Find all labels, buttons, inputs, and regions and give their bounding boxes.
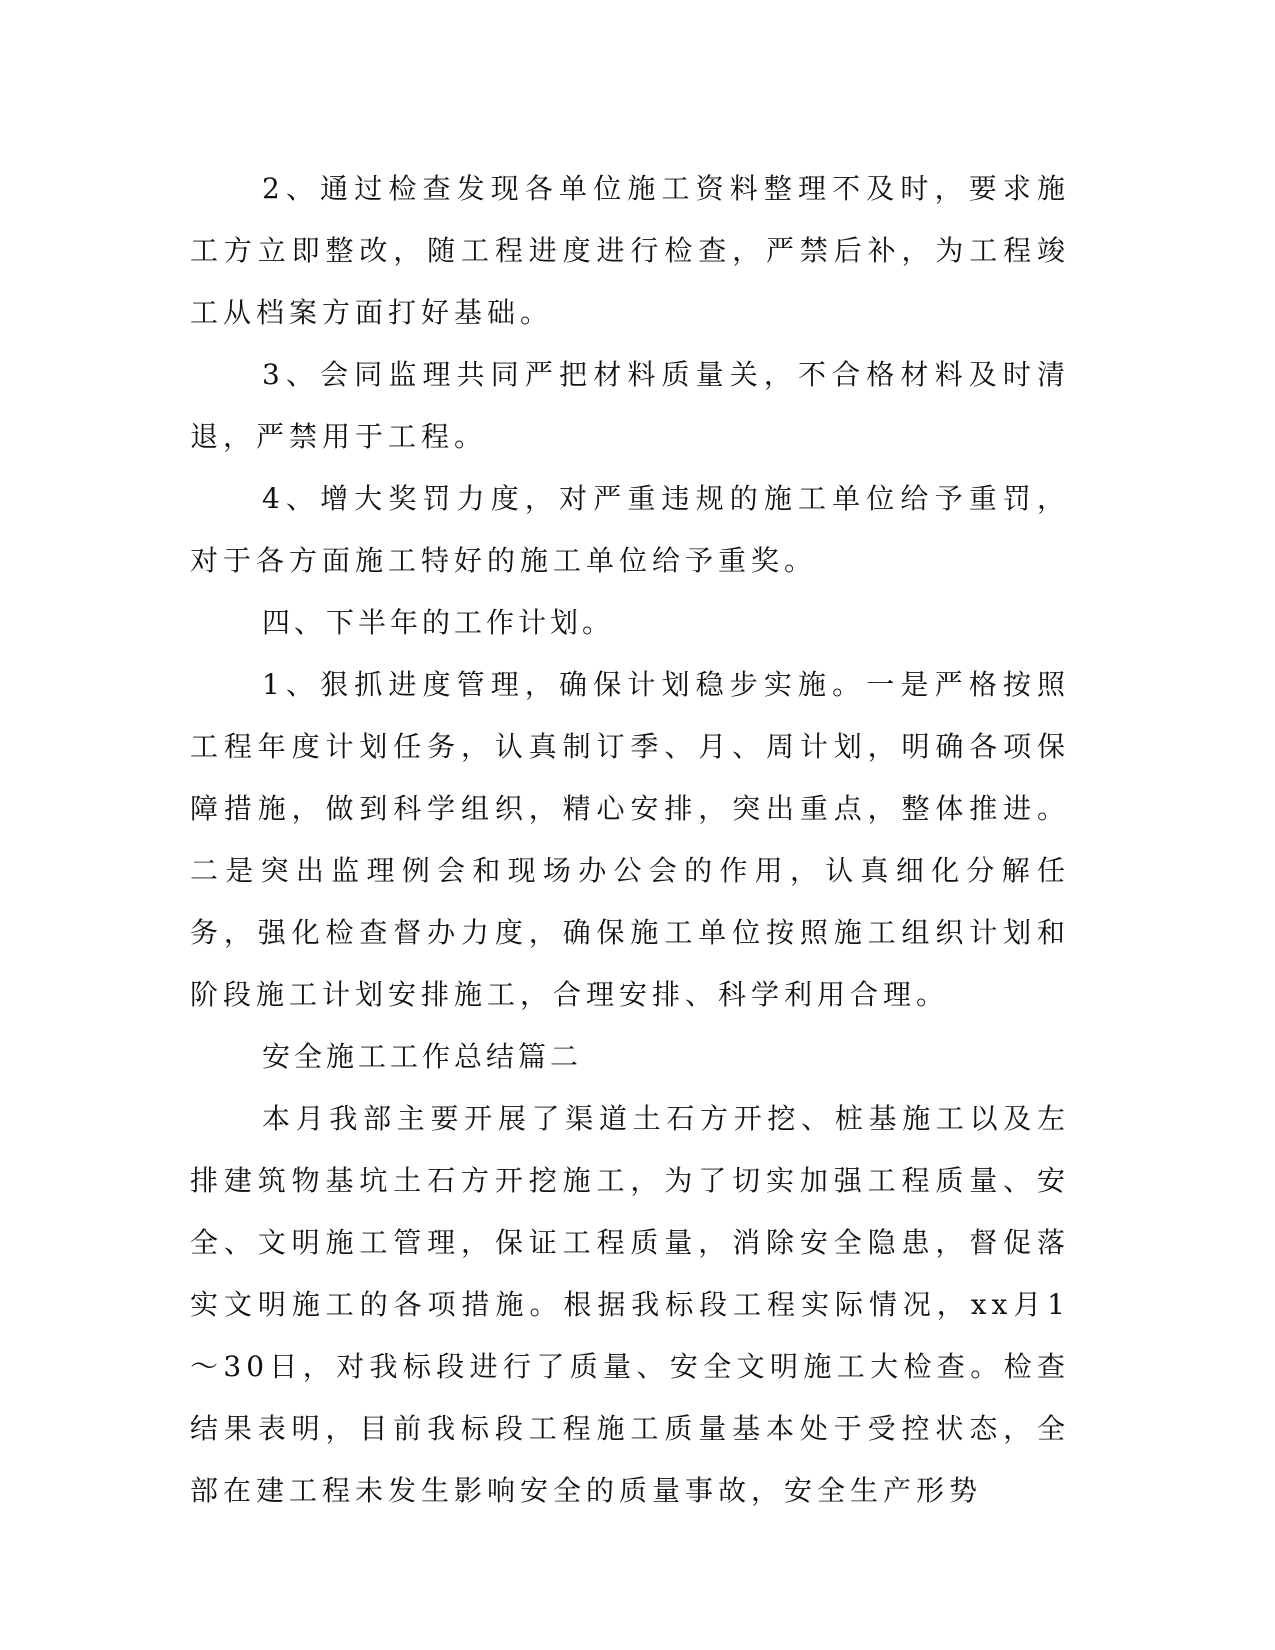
paragraph-rewards-penalties: 4、增大奖罚力度，对严重违规的施工单位给予重罚，对于各方面施工特好的施工单位给予重奖。 bbox=[190, 482, 1070, 577]
paragraph-monthly-work-summary: 本月我部主要开展了渠道土石方开挖、桩基施工以及左排建筑物基坑土石方开挖施工，为了切实加强工程质量、安全、文明施工管理，保证工程质量，消除安全隐患，督促落实文明施工的各项措施。根据我标段工程实际情况，xx月1～30日，对我标段进行了质量、安全文明施工大检查。检查结果表明，目前我标段工程施工质量基本处于受控状态，全部在建工程未发生影响安全的质量事故，安全生产形势 bbox=[190, 1102, 1070, 1507]
paragraph-progress-management: 1、狠抓进度管理，确保计划稳步实施。一是严格按照工程年度计划任务，认真制订季、月、周计划，明确各项保障措施，做到科学组织，精心安排，突出重点，整体推进。二是突出监理例会和现场办公会的作用，认真细化分解任务，强化检查督办力度，确保施工单位按照施工组织计划和阶段施工计划安排施工，合理安排、科学利用合理。 bbox=[190, 668, 1070, 1011]
document-body bbox=[190, 158, 1070, 1522]
section-heading-safety-summary-part-two: 安全施工工作总结篇二 bbox=[262, 1040, 583, 1073]
paragraph-materials-archive: 2、通过检查发现各单位施工资料整理不及时，要求施工方立即整改，随工程进度进行检查，严禁后补，为工程竣工从档案方面打好基础。 bbox=[190, 172, 1070, 329]
paragraph-material-quality: 3、会同监理共同严把材料质量关，不合格材料及时清退，严禁用于工程。 bbox=[190, 358, 1070, 453]
section-heading-second-half-plan: 四、下半年的工作计划。 bbox=[262, 606, 615, 639]
